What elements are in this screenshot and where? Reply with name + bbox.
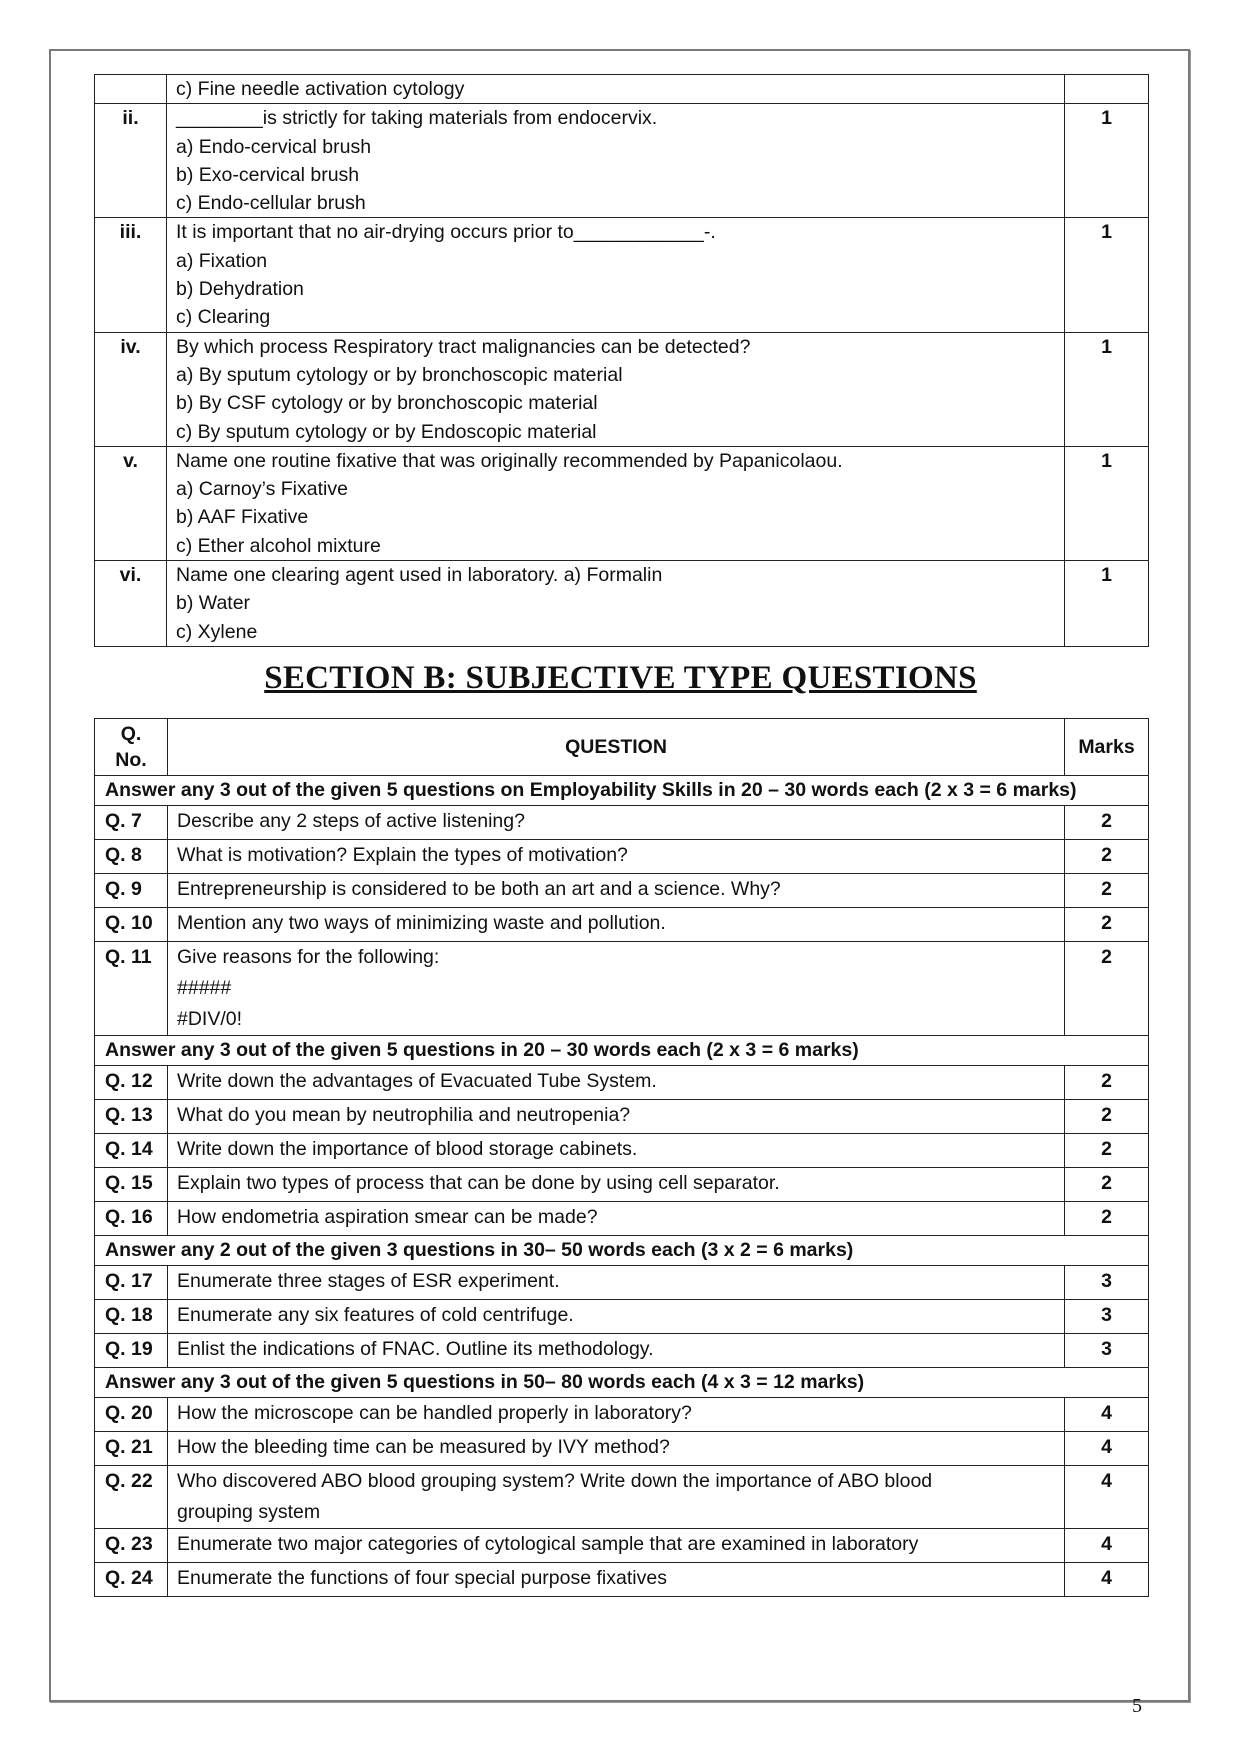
instruction-row [95,1036,1149,1066]
table-row [95,1432,1149,1466]
question-number [95,1300,168,1334]
marks-value: 2 [1101,912,1112,934]
question-text [168,1398,1065,1432]
question-line: Enumerate any six features of cold centrifuge. [177,1304,574,1326]
option-text: a) Endo-cervical brush [176,135,372,158]
table-row [95,1334,1149,1368]
question-number-text: Q. 14 [105,1138,153,1160]
question-stem: By which process Respiratory tract malignancies can be detected? [176,335,751,358]
question-number-text: Q. 13 [105,1104,153,1126]
question-line: grouping system [177,1501,321,1523]
marks-cell [1065,908,1149,942]
marks-value: 4 [1101,1567,1112,1589]
question-number [95,942,168,1036]
marks-value: 2 [1101,946,1112,968]
marks-value: 2 [1101,1206,1112,1228]
option-text: a) Carnoy’s Fixative [176,478,348,501]
instruction-row [95,1236,1149,1266]
question-number-text: Q. 19 [105,1338,153,1360]
question-number [95,806,168,840]
option-text: c) Xylene [176,620,258,643]
question-number-text: Q. 22 [105,1470,153,1492]
table-row [95,908,1149,942]
question-stem: Name one routine fixative that was originally recommended by Papanicolaou. [176,449,843,472]
question-number [95,1168,168,1202]
question-text [168,942,1065,1036]
marks-value: 2 [1101,1104,1112,1126]
marks-cell [1065,1466,1149,1529]
question-line: Describe any 2 steps of active listening? [177,810,525,832]
option-text: b) By CSF cytology or by bronchoscopic material [176,392,598,415]
question-number-text: Q. 23 [105,1533,153,1555]
question-number [95,1466,168,1529]
table-row [95,942,1149,1036]
question-text [167,218,1065,332]
question-line: Enumerate the functions of four special purpose fixatives [177,1567,667,1589]
table-row [95,1066,1149,1100]
option-text: a) Fixation [176,249,268,272]
option-text: c) By sputum cytology or by Endoscopic material [176,420,597,443]
question-text [168,1266,1065,1300]
question-text [167,561,1065,647]
section-b-table [94,718,1149,1597]
marks-cell [1065,1134,1149,1168]
instruction-text: Answer any 2 out of the given 3 questions in 30– 50 words each (3 x 2 = 6 marks) [95,1236,1149,1266]
marks-value: 2 [1101,1172,1112,1194]
question-text [168,1432,1065,1466]
question-stem: ________is strictly for taking materials from endocervix. [176,107,658,130]
question-number [95,1134,168,1168]
question-number [95,908,168,942]
question-line: How the bleeding time can be measured by IVY method? [177,1436,670,1458]
question-line: Entrepreneurship is considered to be both an art and a science. Why? [177,878,781,900]
question-text [168,1529,1065,1563]
question-line: How endometria aspiration smear can be made? [177,1206,598,1228]
question-stem: c) Fine needle activation cytology [176,78,465,100]
marks-cell [1065,446,1149,560]
marks-value: 1 [1101,221,1112,244]
question-line: Enlist the indications of FNAC. Outline its methodology. [177,1338,654,1360]
marks-cell [1065,1266,1149,1300]
question-line: #DIV/0! [177,1008,243,1030]
instruction-text: Answer any 3 out of the given 5 questions on Employability Skills in 20 – 30 words each (2 x 3 = 6 marks) [95,776,1149,806]
marks-cell [1065,332,1149,446]
marks-cell [1065,1563,1149,1597]
question-header: QUESTION [168,719,1065,776]
question-text [168,1100,1065,1134]
table-row [95,104,1149,218]
marks-cell [1065,1202,1149,1236]
question-number [95,104,167,218]
qno-header [95,719,168,776]
question-number [95,1432,168,1466]
marks-value: 3 [1101,1270,1112,1292]
question-number-text: Q. 9 [105,878,142,900]
instruction-row [95,776,1149,806]
marks-cell [1065,1529,1149,1563]
question-line: Write down the advantages of Evacuated Tube System. [177,1070,657,1092]
option-text: a) By sputum cytology or by bronchoscopic material [176,363,623,386]
question-number [95,561,167,647]
question-line: How the microscope can be handled properly in laboratory? [177,1402,692,1424]
marks-cell [1065,1066,1149,1100]
question-line: What do you mean by neutrophilia and neutropenia? [177,1104,631,1126]
marks-cell [1065,840,1149,874]
question-line: Write down the importance of blood storage cabinets. [177,1138,638,1160]
table-row [95,806,1149,840]
question-text [168,1202,1065,1236]
question-number-text: iv. [120,335,141,358]
marks-cell [1065,1334,1149,1368]
marks-value: 4 [1101,1470,1112,1492]
marks-value: 1 [1101,564,1112,587]
question-stem: It is important that no air-drying occurs prior to____________-. [176,221,716,244]
instruction-text: Answer any 3 out of the given 5 questions in 20 – 30 words each (2 x 3 = 6 marks) [95,1036,1149,1066]
marks-cell [1065,1398,1149,1432]
table-row [95,75,1149,104]
marks-value [1065,75,1148,103]
question-text [168,1066,1065,1100]
question-line: Explain two types of process that can be done by using cell separator. [177,1172,780,1194]
question-number-text: Q. 7 [105,810,142,832]
question-number [95,1100,168,1134]
question-stem: Name one clearing agent used in laboratory. a) Formalin [176,564,663,587]
marks-value: 4 [1101,1533,1112,1555]
question-number-text: Q. 20 [105,1402,153,1424]
option-text: c) Ether alcohol mixture [176,534,381,557]
question-text [168,1134,1065,1168]
question-line: Enumerate two major categories of cytological sample that are examined in laboratory [177,1533,919,1555]
question-number [95,1563,168,1597]
question-line: ##### [177,977,232,999]
question-number-text: Q. 16 [105,1206,153,1228]
question-number-text [95,75,166,103]
marks-cell [1065,1432,1149,1466]
option-text: b) Dehydration [176,278,304,301]
question-number [95,218,167,332]
question-number-text: Q. 10 [105,912,153,934]
question-number-text: Q. 11 [105,946,152,968]
question-text [168,806,1065,840]
marks-value: 2 [1101,844,1112,866]
marks-header: Marks [1065,719,1149,776]
option-text: b) Water [176,592,251,615]
question-text [168,1300,1065,1334]
marks-value: 2 [1101,1138,1112,1160]
marks-value: 3 [1101,1338,1112,1360]
table-row [95,1563,1149,1597]
question-line: What is motivation? Explain the types of motivation? [177,844,628,866]
table-row [95,874,1149,908]
question-line: Enumerate three stages of ESR experiment. [177,1270,560,1292]
question-line: Give reasons for the following: [177,946,440,968]
table-row [95,1100,1149,1134]
instruction-row [95,1368,1149,1398]
question-number-text: Q. 17 [105,1270,153,1292]
marks-cell [1065,874,1149,908]
section-a-table [94,74,1149,647]
option-text: b) Exo-cervical brush [176,163,360,186]
table-row [95,1466,1149,1529]
question-number [95,874,168,908]
instruction-text: Answer any 3 out of the given 5 questions in 50– 80 words each (4 x 3 = 12 marks) [95,1368,1149,1398]
table-row [95,1202,1149,1236]
question-number-text: iii. [119,221,142,244]
question-number [95,1066,168,1100]
marks-value: 1 [1101,449,1112,472]
page-number: 5 [1132,1695,1142,1717]
question-number-text: Q. 18 [105,1304,153,1326]
option-text: c) Endo-cellular brush [176,192,366,215]
question-number-text: ii. [122,107,139,130]
table-row [95,1300,1149,1334]
question-number [95,1529,168,1563]
question-text [167,446,1065,560]
marks-value: 3 [1101,1304,1112,1326]
table-row [95,218,1149,332]
question-text [167,332,1065,446]
marks-value: 2 [1101,1070,1112,1092]
table-row [95,1266,1149,1300]
marks-cell [1065,561,1149,647]
marks-cell [1065,1100,1149,1134]
question-number [95,1266,168,1300]
question-text [168,840,1065,874]
table-header-row [95,719,1149,776]
question-text [168,1168,1065,1202]
question-number-text: vi. [119,564,142,587]
question-number [95,332,167,446]
table-row [95,561,1149,647]
question-number-text: Q. 21 [105,1436,153,1458]
question-number [95,75,167,104]
question-text [168,1466,1065,1529]
question-line: Who discovered ABO blood grouping system? Write down the importance of ABO blood [177,1470,933,1492]
table-row [95,1134,1149,1168]
table-row [95,840,1149,874]
qno-header-line2: No. [115,749,147,771]
question-line: Mention any two ways of minimizing waste and pollution. [177,912,666,934]
marks-value: 2 [1101,878,1112,900]
marks-value: 2 [1101,810,1112,832]
marks-cell [1065,75,1149,104]
question-text [167,75,1065,104]
table-row [95,446,1149,560]
question-number [95,1334,168,1368]
qno-header-line1: Q. [120,723,142,745]
question-number [95,1398,168,1432]
marks-cell [1065,1168,1149,1202]
question-text [168,1563,1065,1597]
marks-cell [1065,218,1149,332]
question-number [95,446,167,560]
question-text [167,104,1065,218]
table-row [95,332,1149,446]
marks-value: 1 [1101,335,1112,358]
table-row [95,1168,1149,1202]
marks-cell [1065,942,1149,1036]
question-text [168,874,1065,908]
section-b-title: SECTION B: SUBJECTIVE TYPE QUESTIONS [264,660,977,696]
option-text: c) Clearing [176,306,271,329]
marks-value: 1 [1101,107,1112,130]
marks-value: 4 [1101,1436,1112,1458]
marks-cell [1065,806,1149,840]
question-text [168,908,1065,942]
question-number [95,1202,168,1236]
marks-cell [1065,1300,1149,1334]
question-number-text: Q. 8 [105,844,142,866]
question-number-text: Q. 15 [105,1172,153,1194]
table-row [95,1398,1149,1432]
question-text [168,1334,1065,1368]
question-number-text: Q. 24 [105,1567,153,1589]
marks-cell [1065,104,1149,218]
table-row [95,1529,1149,1563]
question-number-text: Q. 12 [105,1070,153,1092]
question-number [95,840,168,874]
question-number-text: v. [123,449,138,472]
marks-value: 4 [1101,1402,1112,1424]
option-text: b) AAF Fixative [176,506,309,529]
